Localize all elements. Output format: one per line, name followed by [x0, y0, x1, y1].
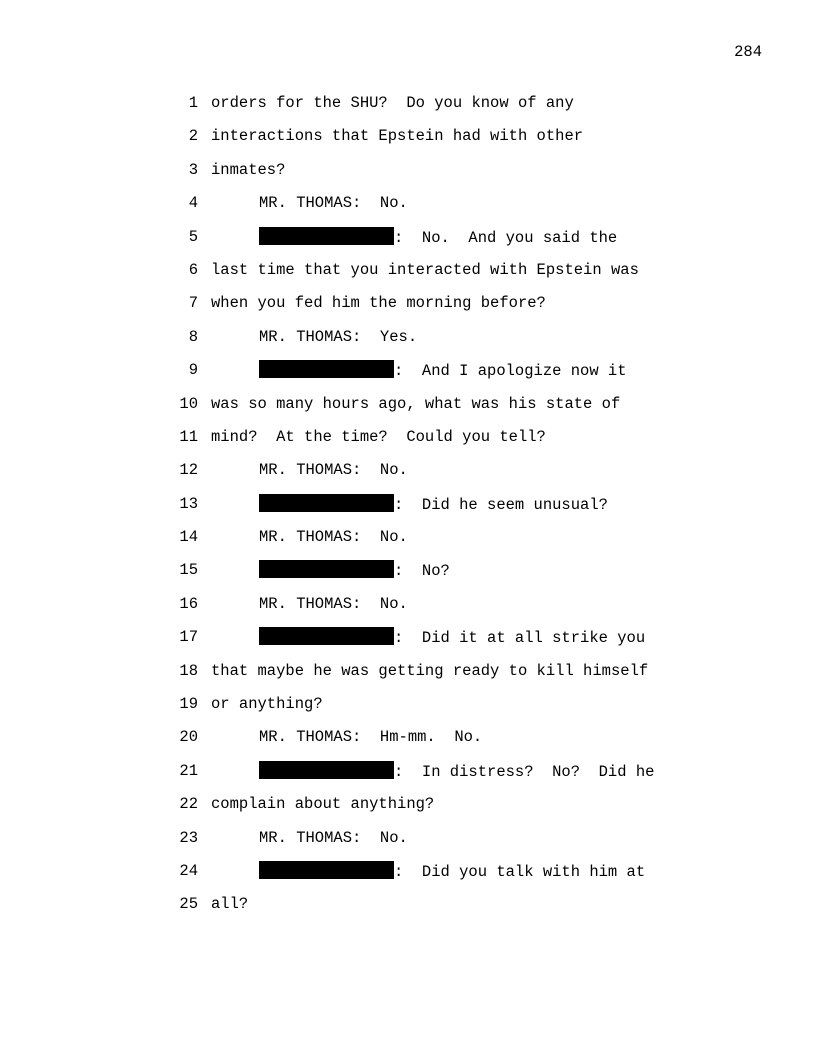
transcript-line [160, 894, 780, 927]
line-number: 2 [188, 127, 198, 146]
line-number: 23 [179, 828, 198, 847]
transcript-line [160, 661, 780, 694]
line-number: 7 [188, 294, 198, 313]
line-content: mind? At the time? Could you tell? [211, 427, 546, 446]
line-content: : Did it at all strike you [394, 629, 646, 648]
redaction-bar [259, 861, 394, 879]
line-content: MR. THOMAS: Hm-mm. No. [259, 728, 483, 747]
line-content: MR. THOMAS: No. [259, 194, 408, 213]
transcript-body [160, 93, 780, 928]
line-number: 15 [179, 561, 198, 580]
line-number: 25 [179, 895, 198, 914]
transcript-line [160, 293, 780, 326]
line-text [198, 126, 583, 146]
line-content: interactions that Epstein had with other [211, 127, 584, 146]
transcript-line [160, 627, 780, 660]
line-number: 4 [188, 194, 198, 213]
line-number: 8 [188, 327, 198, 346]
line-number: 24 [179, 861, 198, 880]
line-text [198, 794, 434, 814]
line-content: : And I apologize now it [394, 362, 627, 381]
line-text [198, 494, 608, 515]
redaction-bar [259, 227, 394, 245]
line-number: 16 [179, 594, 198, 613]
redaction-bar [259, 761, 394, 779]
line-number: 9 [188, 361, 198, 380]
line-text [198, 427, 546, 447]
redaction-bar [259, 560, 394, 578]
transcript-line [160, 761, 780, 794]
line-text [198, 227, 617, 248]
transcript-line [160, 861, 780, 894]
line-number: 21 [179, 761, 198, 780]
line-number: 11 [179, 427, 198, 446]
line-content: all? [211, 895, 249, 914]
line-number: 18 [179, 661, 198, 680]
line-text [198, 594, 408, 614]
line-text [198, 894, 248, 914]
line-content: orders for the SHU? Do you know of any [211, 94, 574, 112]
line-text [198, 93, 574, 113]
line-number: 5 [188, 227, 198, 246]
transcript-line [160, 794, 780, 827]
line-number: 3 [188, 160, 198, 179]
transcript-line [160, 260, 780, 293]
transcript-line [160, 494, 780, 527]
transcript-line [160, 160, 780, 193]
transcript-line [160, 460, 780, 493]
redaction-bar [259, 627, 394, 645]
line-number: 17 [179, 628, 198, 647]
transcript-line [160, 727, 780, 760]
line-text [198, 560, 450, 581]
line-content: : Did you talk with him at [394, 862, 646, 881]
redaction-bar [259, 360, 394, 378]
line-content: : Did he seem unusual? [394, 495, 608, 514]
transcript-line [160, 694, 780, 727]
line-number: 14 [179, 528, 198, 547]
line-number: 12 [179, 461, 198, 480]
line-number: 20 [179, 728, 198, 747]
line-content: : In distress? No? Did he [394, 762, 655, 781]
line-text [198, 828, 408, 848]
line-number: 6 [188, 260, 198, 279]
transcript-line [160, 828, 780, 861]
line-text [198, 627, 645, 648]
transcript-line [160, 560, 780, 593]
line-content: complain about anything? [211, 795, 435, 814]
transcript-line [160, 227, 780, 260]
transcript-line [160, 327, 780, 360]
line-text [198, 360, 627, 381]
line-content: that maybe he was getting ready to kill himself [211, 661, 649, 680]
line-content: last time that you interacted with Epstein was [211, 260, 639, 279]
line-text [198, 293, 546, 313]
line-content: inmates? [211, 160, 286, 179]
line-text [198, 327, 417, 347]
line-text [198, 861, 645, 882]
transcript-line [160, 427, 780, 460]
line-content: or anything? [211, 695, 323, 714]
line-content: MR. THOMAS: No. [259, 594, 408, 613]
transcript-line [160, 126, 780, 159]
transcript-line [160, 394, 780, 427]
line-number: 22 [179, 795, 198, 814]
transcript-line [160, 193, 780, 226]
line-content: : No? [394, 562, 450, 581]
transcript-line [160, 93, 780, 126]
line-number: 10 [179, 394, 198, 413]
line-content: MR. THOMAS: No. [259, 461, 408, 480]
line-content: : No. And you said the [394, 228, 618, 247]
line-text [198, 727, 482, 747]
line-content: when you fed him the morning before? [211, 294, 546, 313]
line-text [198, 661, 648, 681]
line-content: MR. THOMAS: Yes. [259, 327, 418, 346]
line-text [198, 694, 323, 714]
line-content: was so many hours ago, what was his state of [211, 394, 621, 413]
line-number: 13 [179, 494, 198, 513]
line-text [198, 761, 654, 782]
line-number: 1 [188, 94, 198, 112]
line-text [198, 193, 408, 213]
transcript-line [160, 527, 780, 560]
page-number: 284 [734, 43, 762, 61]
line-content: MR. THOMAS: No. [259, 828, 408, 847]
transcript-line [160, 360, 780, 393]
line-text [198, 260, 639, 280]
transcript-line [160, 594, 780, 627]
line-number: 19 [179, 695, 198, 714]
redaction-bar [259, 494, 394, 512]
line-text [198, 460, 408, 480]
line-text [198, 394, 620, 414]
line-text [198, 160, 285, 180]
line-content: MR. THOMAS: No. [259, 528, 408, 547]
line-text [198, 527, 408, 547]
